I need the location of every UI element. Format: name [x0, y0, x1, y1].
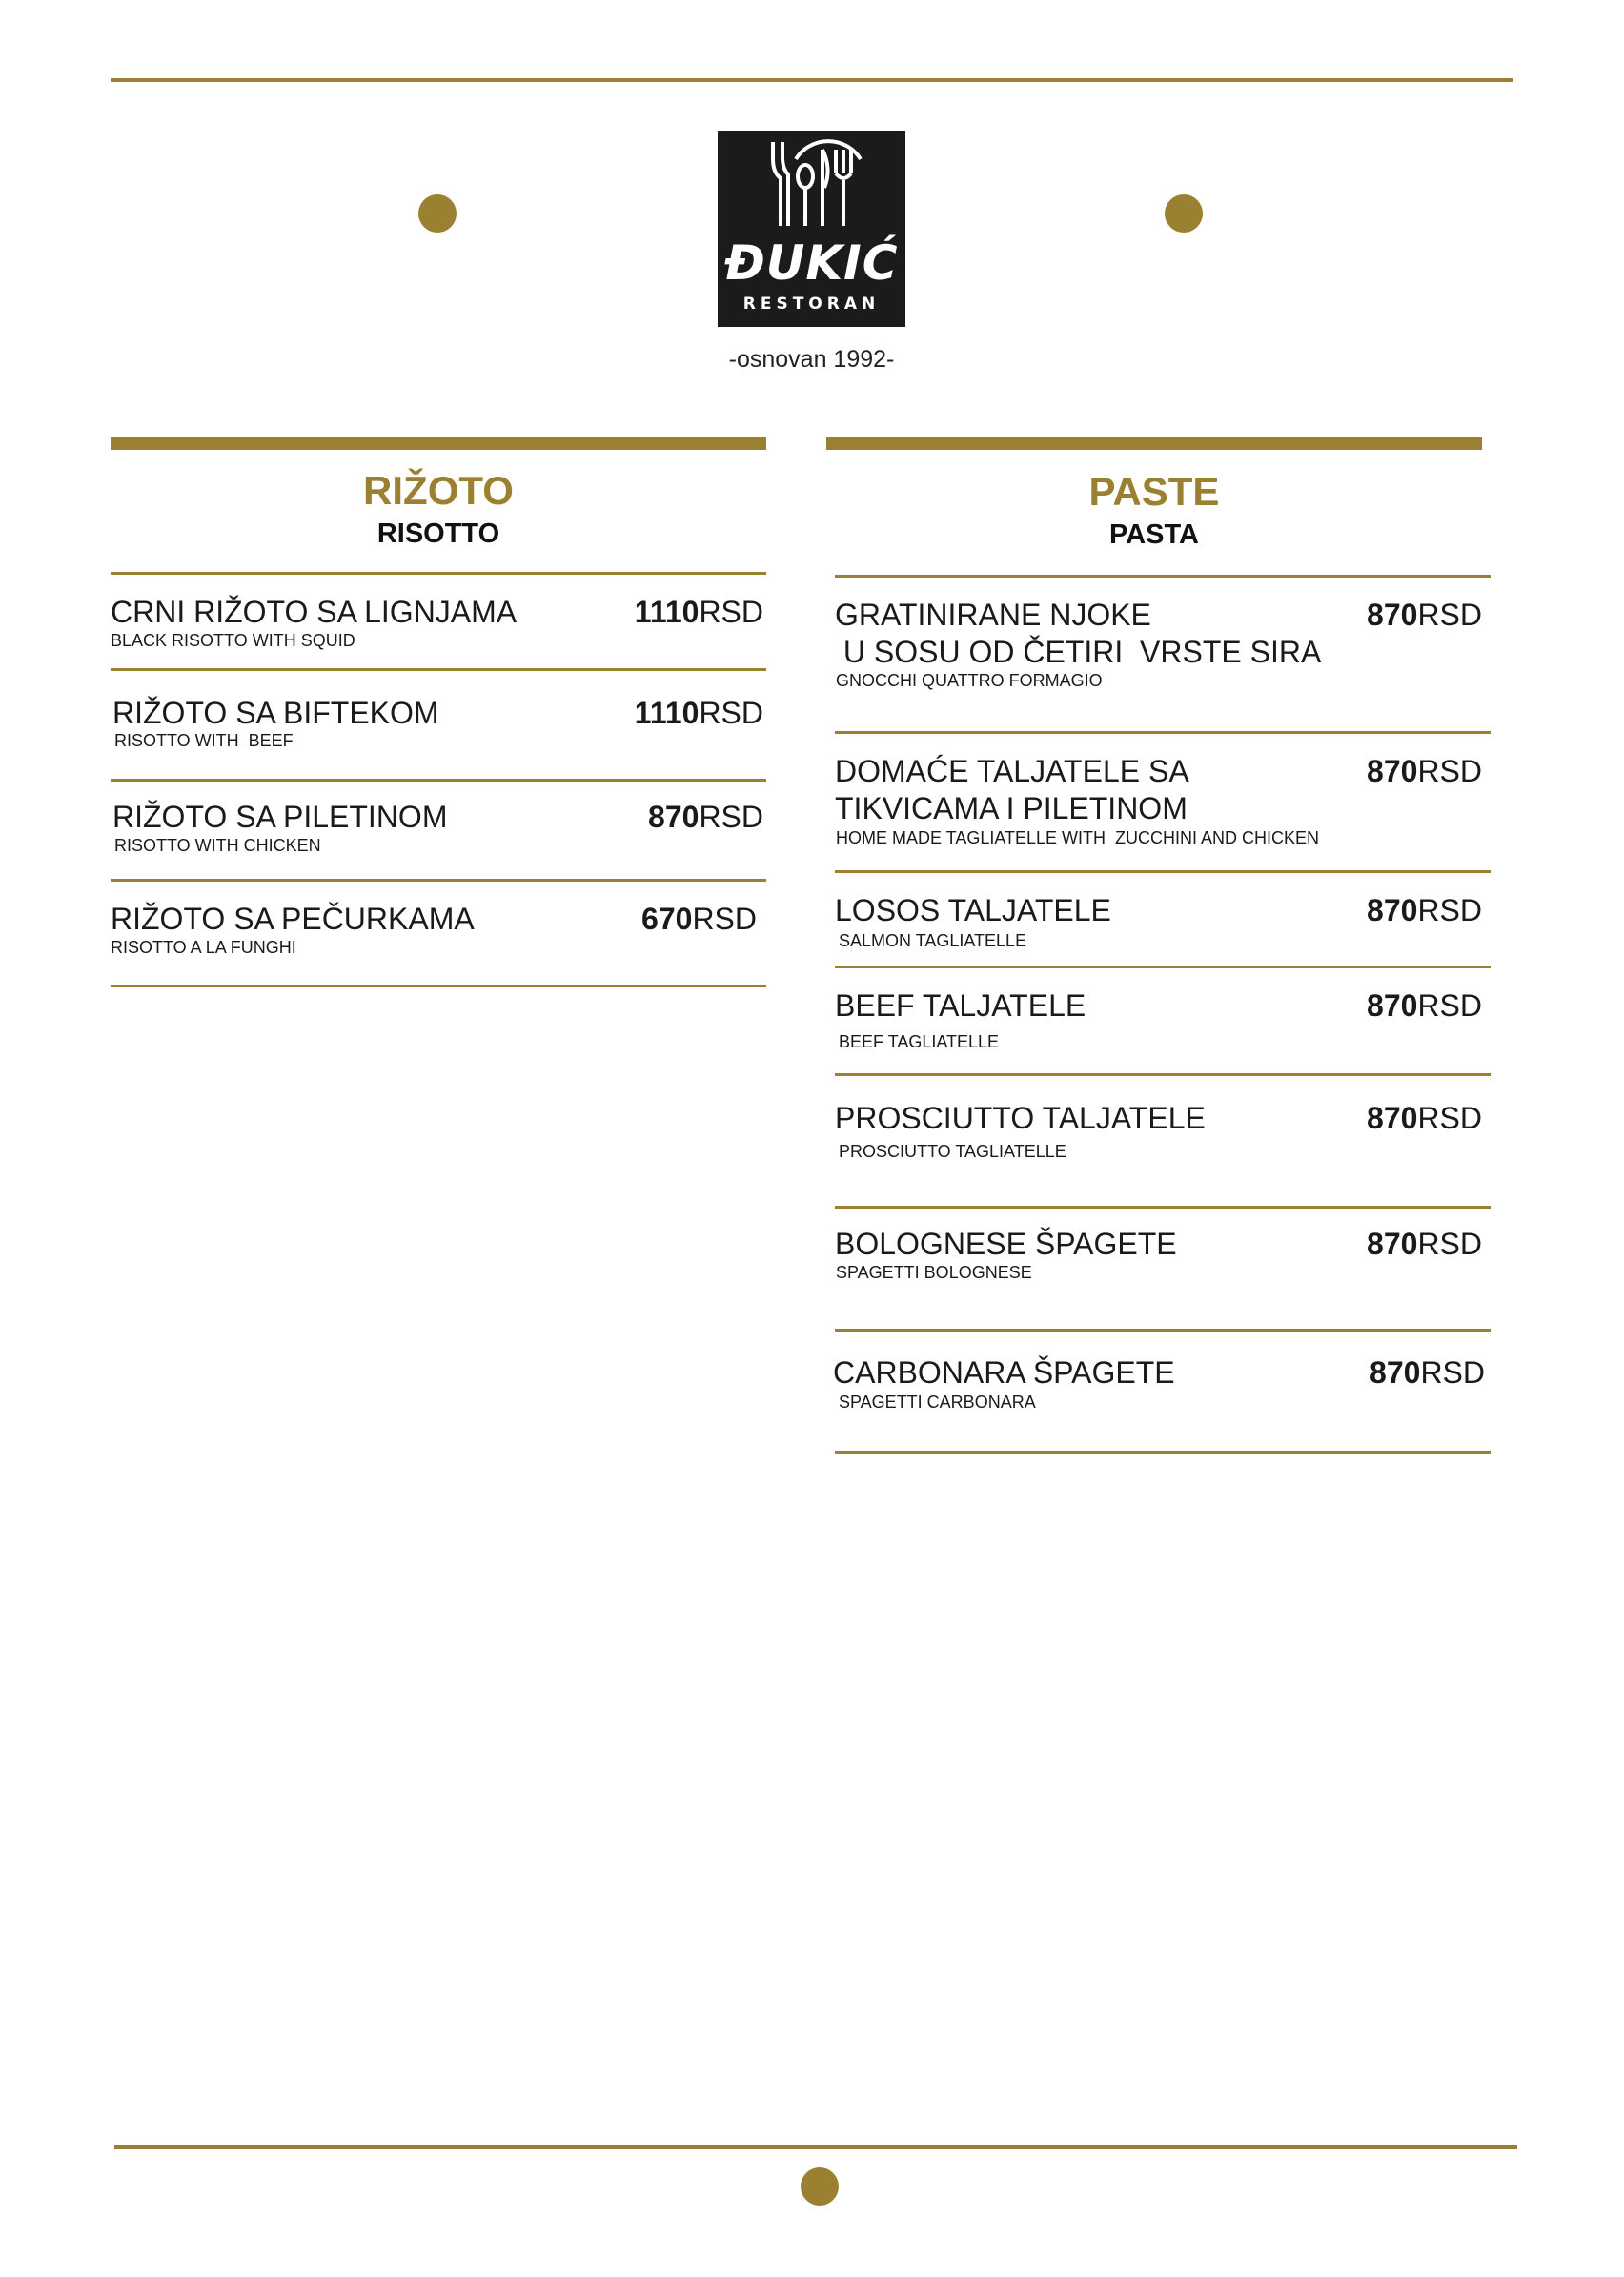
- risotto-rule-4: [111, 985, 766, 987]
- menu-item-price: 870RSD: [1367, 754, 1482, 788]
- menu-item-price: 870RSD: [1367, 988, 1482, 1023]
- pasta-header-bar: [826, 437, 1482, 450]
- menu-item-name: CARBONARA ŠPAGETE: [833, 1355, 1175, 1390]
- cutlery-emblem-icon: [718, 131, 905, 235]
- menu-item-name: GRATINIRANE NJOKE: [835, 598, 1151, 632]
- pasta-rule-7: [835, 1451, 1491, 1454]
- bottom-divider: [114, 2145, 1517, 2149]
- menu-item-name: BOLOGNESE ŠPAGETE: [835, 1227, 1177, 1261]
- pasta-rule-5: [835, 1206, 1491, 1209]
- pasta-rule-3: [835, 966, 1491, 968]
- risotto-title: RIŽOTO: [363, 468, 514, 513]
- pasta-rule-1: [835, 731, 1491, 734]
- menu-item-translation: BEEF TAGLIATELLE: [839, 1032, 1000, 1051]
- menu-item-translation: HOME MADE TAGLIATELLE WITH ZUCCHINI AND CHICKEN: [836, 828, 1320, 847]
- top-divider: [111, 78, 1513, 82]
- menu-item-price: 870RSD: [1367, 598, 1482, 632]
- decor-dot-right: [1165, 194, 1203, 233]
- restaurant-logo: [718, 131, 905, 327]
- menu-item-name-line2: U SOSU OD ČETIRI VRSTE SIRA: [835, 635, 1322, 669]
- menu-item-name: LOSOS TALJATELE: [835, 893, 1111, 927]
- menu-item-price: 870RSD: [1367, 1227, 1482, 1261]
- menu-item-price: 870RSD: [1367, 1101, 1482, 1135]
- pasta-subtitle: PASTA: [1109, 519, 1199, 550]
- menu-item-name: RIŽOTO SA PEČURKAMA: [111, 902, 475, 936]
- logo-wordmark: ĐUKIĆ: [724, 235, 899, 291]
- menu-item-name: RIŽOTO SA BIFTEKOM: [112, 696, 439, 730]
- menu-item-name: PROSCIUTTO TALJATELE: [835, 1101, 1206, 1135]
- menu-item-name-line2: TIKVICAMA I PILETINOM: [835, 791, 1188, 825]
- menu-item-translation: RISOTTO WITH BEEF: [114, 731, 294, 750]
- menu-item-price: 870RSD: [1370, 1355, 1485, 1390]
- logo-subtitle: RESTORAN: [742, 295, 881, 314]
- menu-item-price: 870RSD: [648, 800, 763, 834]
- pasta-rule-4: [835, 1073, 1491, 1076]
- menu-item-name: RIŽOTO SA PILETINOM: [112, 800, 448, 834]
- pasta-rule-2: [835, 870, 1491, 873]
- menu-item-translation: PROSCIUTTO TAGLIATELLE: [839, 1142, 1066, 1161]
- menu-item-name: BEEF TALJATELE: [835, 988, 1086, 1023]
- pasta-rule-6: [835, 1329, 1491, 1332]
- menu-item-price: 1110RSD: [634, 595, 763, 629]
- pasta-rule-0: [835, 575, 1491, 578]
- menu-item-price: 1110RSD: [634, 696, 763, 730]
- menu-item-translation: BLACK RISOTTO WITH SQUID: [111, 631, 355, 650]
- menu-item-translation: SPAGETTI BOLOGNESE: [836, 1263, 1032, 1282]
- menu-item-translation: SPAGETTI CARBONARA: [839, 1393, 1036, 1412]
- risotto-rule-0: [111, 572, 766, 575]
- risotto-header-bar: [111, 437, 766, 450]
- risotto-rule-1: [111, 668, 766, 671]
- menu-item-translation: SALMON TAGLIATELLE: [839, 931, 1027, 950]
- decor-dot-bottom: [801, 2167, 839, 2206]
- risotto-rule-2: [111, 779, 766, 782]
- risotto-subtitle: RISOTTO: [376, 518, 500, 549]
- menu-item-translation: RISOTTO A LA FUNGHI: [111, 938, 296, 957]
- menu-item-translation: RISOTTO WITH CHICKEN: [114, 836, 321, 855]
- menu-item-name: CRNI RIŽOTO SA LIGNJAMA: [111, 595, 518, 629]
- pasta-title: PASTE: [1088, 469, 1220, 514]
- risotto-rule-3: [111, 879, 766, 882]
- founded-year: -osnovan 1992-: [728, 346, 895, 373]
- menu-item-name: DOMAĆE TALJATELE SA: [835, 754, 1189, 788]
- decor-dot-left: [418, 194, 457, 233]
- menu-item-price: 870RSD: [1367, 893, 1482, 927]
- menu-item-translation: GNOCCHI QUATTRO FORMAGIO: [836, 671, 1103, 690]
- menu-item-price: 670RSD: [641, 902, 757, 936]
